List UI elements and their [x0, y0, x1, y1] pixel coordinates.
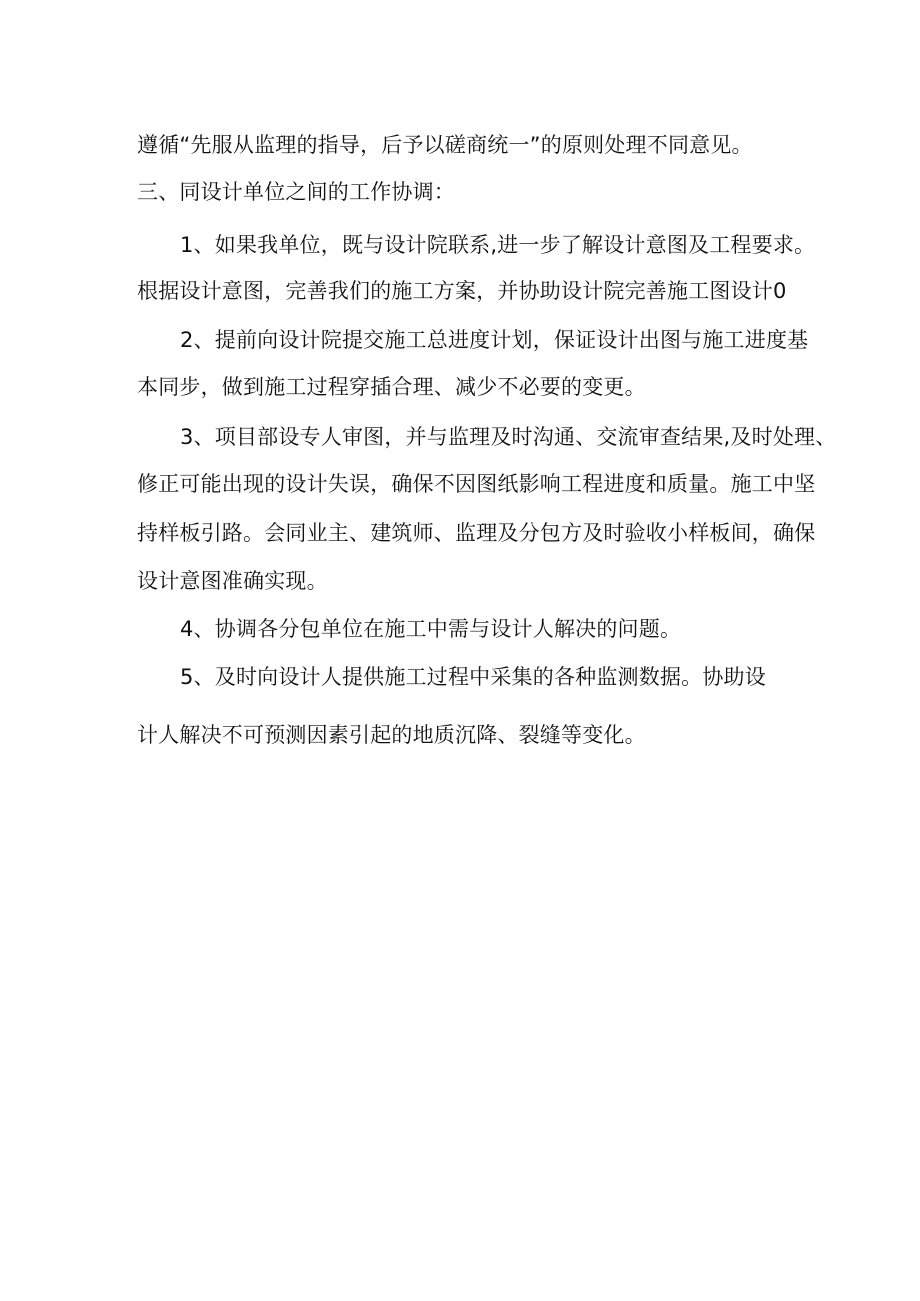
paragraph-line: 本同步，做到施工过程穿插合理、减少不必要的变更。: [137, 375, 646, 399]
paragraph-line: 根据设计意图，完善我们的施工方案，并协助设计院完善施工图设计0: [137, 279, 787, 303]
paragraph-line: 5、及时向设计人提供施工过程中采集的各种监测数据。协助设: [180, 665, 766, 689]
paragraph-line: 设计意图准确实现。: [137, 569, 328, 593]
paragraph-line: 计人解决不可预测因素引起的地质沉降、裂缝等变化。: [137, 723, 646, 747]
paragraph-line: 3、项目部设专人审图，并与监理及时沟通、交流审查结果,及时处理、: [180, 425, 837, 449]
paragraph-line: 遵循“先服从监理的指导，后予以磋商统一”的原则处理不同意见。: [137, 133, 753, 157]
section-heading: 三、同设计单位之间的工作协调：: [137, 180, 455, 204]
paragraph-line: 持样板引路。会同业主、建筑师、监理及分包方及时验收小样板间，确保: [137, 521, 816, 545]
paragraph-line: 修正可能出现的设计失误，确保不因图纸影响工程进度和质量。施工中坚: [137, 472, 816, 496]
paragraph-line: 2、提前向设计院提交施工总进度计划，保证设计出图与施工进度基: [180, 328, 809, 352]
paragraph-line: 1、如果我单位，既与设计院联系,进一步了解设计意图及工程要求。: [180, 233, 816, 257]
paragraph-line: 4、协调各分包单位在施工中需与设计人解决的问题。: [180, 617, 682, 641]
